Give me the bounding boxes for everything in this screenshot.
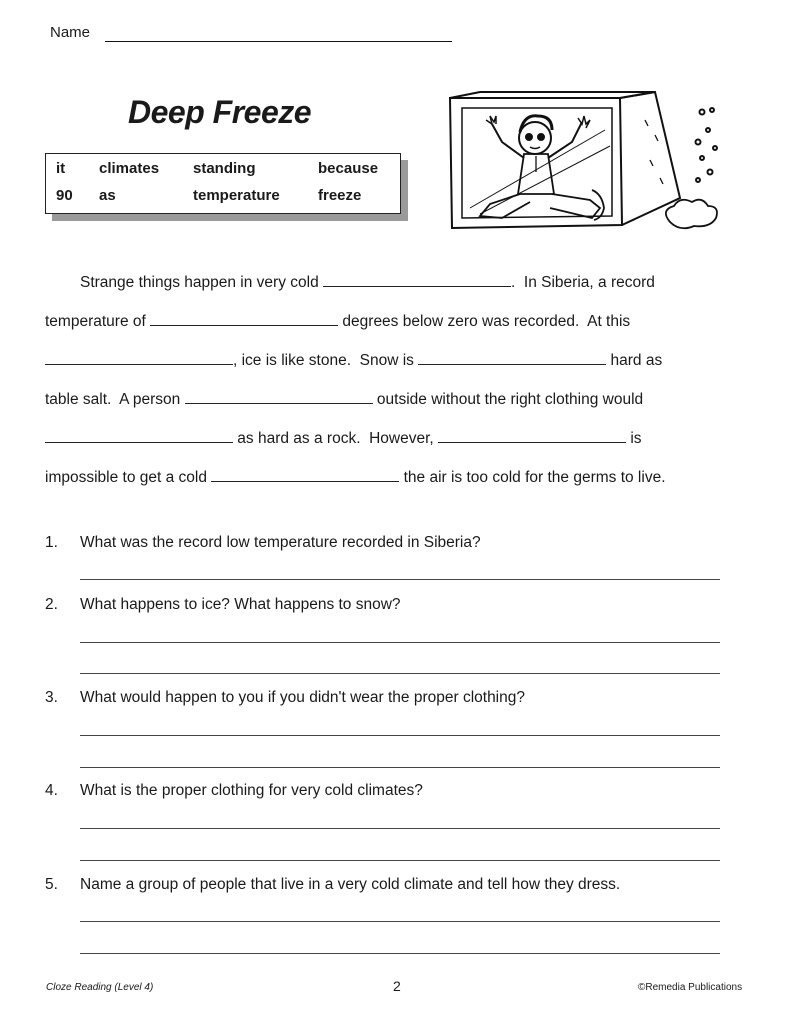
question-text: Name a group of people that live in a very cold climate and tell how they dress. [80,876,621,893]
question-number: 1. [45,534,58,551]
passage-line-5 [45,428,642,448]
footer-book-title: Cloze Reading (Level 4) [46,982,154,993]
passage-line-4 [45,389,643,409]
word-bank-word: freeze [318,187,362,204]
cloze-blank[interactable] [185,389,373,404]
passage-text: Strange things happen in very cold [80,274,323,291]
word-bank-word: standing [193,160,256,177]
page-number: 2 [393,978,401,994]
passage-line-1 [80,272,655,292]
name-line[interactable] [105,41,452,42]
answer-line[interactable] [80,767,720,768]
cloze-blank[interactable] [323,272,511,287]
passage-text: as hard as a rock. However, [233,430,439,447]
question-text: What is the proper clothing for very cold climates? [80,782,423,799]
word-bank [45,153,401,214]
answer-line[interactable] [80,642,720,643]
answer-line[interactable] [80,579,720,580]
passage-line-6 [45,467,666,487]
page-title: Deep Freeze [128,94,312,130]
cloze-blank[interactable] [418,350,606,365]
word-bank-word: temperature [193,187,280,204]
passage-text: temperature of [45,313,151,330]
passage-text: degrees below zero was recorded. At this [338,313,631,330]
word-bank-word: 90 [56,187,73,204]
question-text: What was the record low temperature recorded in Siberia? [80,534,481,551]
passage-text: impossible to get a cold [45,469,212,486]
word-bank-word: it [56,160,66,177]
question-number: 5. [45,876,58,893]
name-label: Name [50,24,91,41]
cloze-blank[interactable] [438,428,626,443]
passage-text: . In Siberia, a record [511,274,655,291]
cloze-blank[interactable] [150,311,338,326]
answer-line[interactable] [80,953,720,954]
question-number: 3. [45,689,58,706]
cloze-blank[interactable] [45,428,233,443]
cloze-blank[interactable] [45,350,233,365]
word-bank-word: climates [99,160,160,177]
answer-line[interactable] [80,828,720,829]
question-number: 2. [45,596,58,613]
boy-frozen-in-ice-block-icon [440,90,740,240]
passage-text: table salt. A person [45,391,185,408]
answer-line[interactable] [80,921,720,922]
cloze-blank[interactable] [211,467,399,482]
question-text: What happens to ice? What happens to snow? [80,596,401,613]
passage-text: , ice is like stone. Snow is [233,352,419,369]
word-bank-word: as [99,187,116,204]
answer-line[interactable] [80,860,720,861]
passage-line-3 [45,350,662,370]
footer-publisher: ©Remedia Publications [638,982,743,993]
passage-text: is [626,430,642,447]
question-number: 4. [45,782,58,799]
passage-text: the air is too cold for the germs to live. [399,469,666,486]
question-text: What would happen to you if you didn't wear the proper clothing? [80,689,525,706]
passage-text: outside without the right clothing would [372,391,644,408]
passage-text: hard as [606,352,663,369]
answer-line[interactable] [80,673,720,674]
answer-line[interactable] [80,735,720,736]
word-bank-word: because [318,160,379,177]
passage-line-2 [45,311,630,331]
